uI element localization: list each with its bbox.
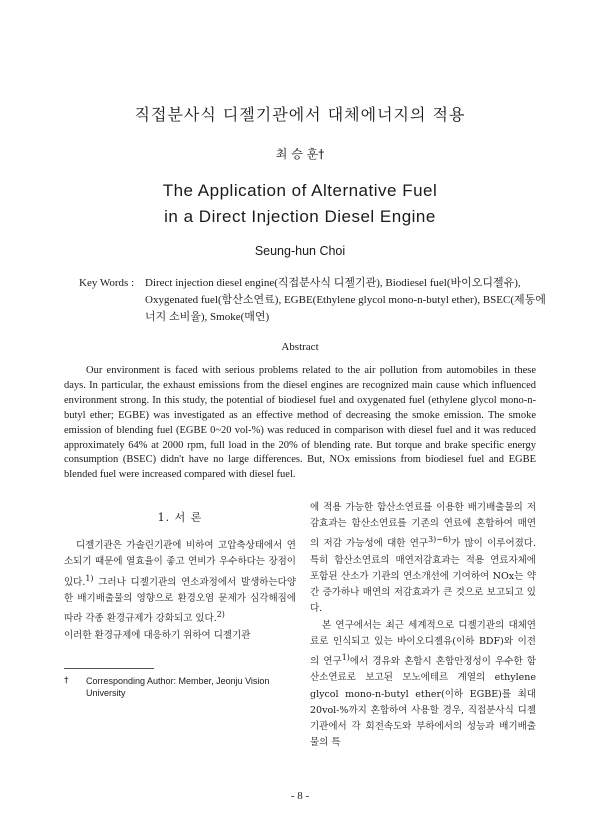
english-title [0, 178, 600, 230]
keywords-block [79, 275, 549, 326]
page-number: - 8 - [290, 790, 310, 802]
left-column [64, 504, 296, 644]
abstract-text: Our environment is faced with serious problems related to the air pollution from automobiles in these days. In particular, the exhaust emissions from the diesel engines are recognized main cause which influenced environment strong. In this study, the potential of biodiesel fuel and oxygenated fuel (ethylene glycol mono-n-butyl ether; EGBE) was investigated as an effective method of decreasing the smoke emission. The smoke emission of blending fuel (EGBE 0~20 vol-%) was reduced in comparison with diesel fuel and it was reduced approximately 64% at 2000 rpm, full load in the 20% of blending rate. But torque and brake specific energy consumption (BSEC) didn't have no large differences. But, NOx emissions from biodiesel fuel and EGBE blended fuel were increased compared with diesel fuel. [64, 365, 536, 481]
intro-paragraph-2: 이러한 환경규제에 대응하기 위하여 디젤기관 [64, 629, 251, 641]
author-name-kr: 최 승 훈 [275, 147, 319, 161]
footnote-text: Corresponding Author: Member, Jeonju Vision University [86, 676, 270, 698]
keywords-text: Direct injection diesel engine(직접분사식 디젤기관), Biodiesel fuel(바이오디젤유), Oxygenated fuel(함산소연료), EGBE(Ethylene glycol mono-n-butyl ether), BSEC(제동에너지 소비율), Smoke(매연) [145, 277, 546, 323]
english-title-line-1: The Application of Alternative Fuel [162, 181, 438, 200]
abstract-body [64, 364, 536, 483]
right-column [310, 500, 536, 751]
citation-ref: 2) [216, 610, 225, 620]
english-title-line-2: in a Direct Injection Diesel Engine [164, 207, 436, 226]
footnote-divider [64, 668, 154, 669]
korean-title: 직접분사식 디젤기관에서 대체에너지의 적용 [134, 105, 466, 124]
author-dagger: † [318, 147, 325, 161]
citation-ref: 3)~6) [428, 535, 451, 545]
right-paragraph-2: 본 연구에서는 최근 세계적으로 디젤기관의 대체연료로 인식되고 있는 바이오디젤유(이하 BDF)와 이전의 연구$^{1)}$에서 경유와 혼합시 혼합안정성이 우수한 함산소연료로 보고된 모노에테르 계열의 ethylene glycol mono-n-butyl ether(이하 EGBE)를 최대 20vol-%까지 혼합하여 사용할 경우, 직접분사식 디젤기관에서 각 회전속도와 부하에서의 성능과 배기배출물의 특 [310, 619, 536, 749]
english-author: Seung-hun Choi [254, 244, 346, 258]
citation-ref: 1) [341, 652, 350, 662]
section-heading: 1. 서 론 [157, 511, 203, 524]
footnote [64, 675, 296, 699]
abstract-heading: Abstract [281, 341, 319, 353]
citation-ref: 1) [85, 573, 94, 583]
footnote-dagger: † [64, 676, 69, 686]
keywords-label: Key Words : [79, 277, 135, 289]
intro-paragraph-1: 디젤기관은 가솔린기관에 비하여 고압축상태에서 연소되기 때문에 열효율이 좋고 연비가 우수하다는 장점이 있다.$^{1)}$ 그러나 디젤기관의 연소과정에서 발생하는다양한 배기배출물의 영향으로 환경오염 문제가 심각해짐에 따라 각종 환경규제가 강화되고 있다.$^{2)}$ [64, 540, 296, 625]
korean-author [0, 145, 600, 162]
right-paragraph-1: 에 적용 가능한 함산소연료를 이용한 배기배출물의 저감효과는 함산소연료를 기존의 연료에 혼합하여 매연의 저감 가능성에 대한 연구$^{3)\sim 6)}$가 많이 이루어졌다. 특히 함산소연료의 매연저감효과는 적용 연료자체에 포함된 산소가 기관의 연소개선에 기여하여 NOx는 약간 증가하나 매연의 저감효과가 큰 것으로 보고되고 있다. [310, 502, 537, 615]
